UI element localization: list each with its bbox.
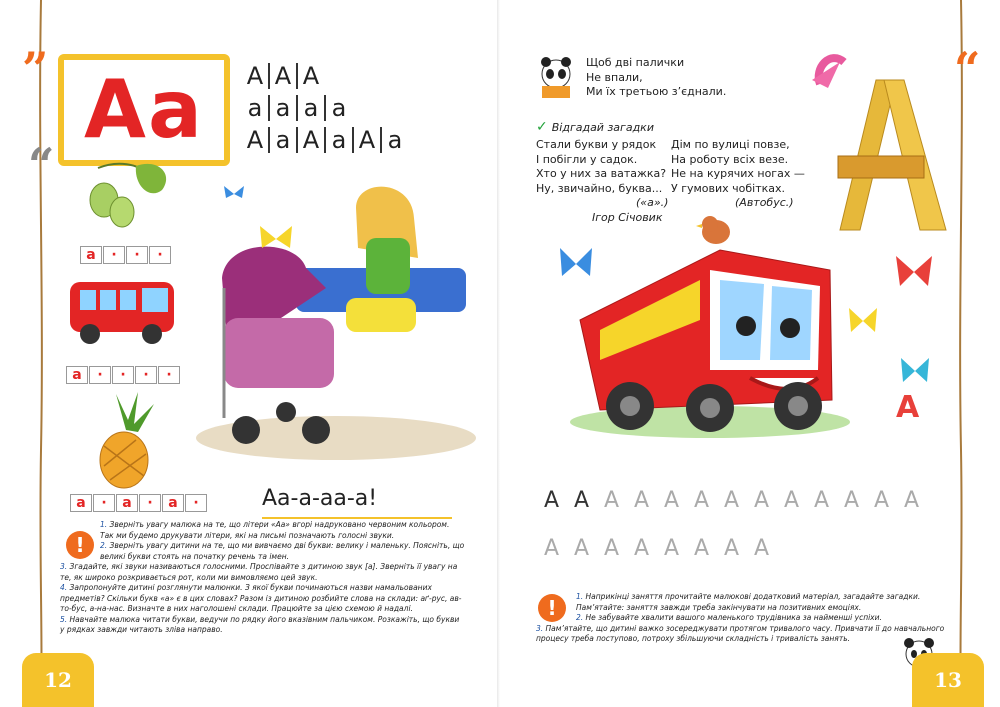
butterfly-icon xyxy=(898,354,932,388)
instruction-text: Згадайте, які звуки називаються голосними. Проспівайте з дитиною звук [а]. Зверніть її увагу на те, як широко розкривається рот, коли ми вимовляємо цей звук. xyxy=(60,562,458,582)
poem-line: На роботу всіх везе. xyxy=(671,152,789,166)
poem-line: Хто у них за ватажка? xyxy=(536,167,667,181)
letter: А xyxy=(358,126,376,154)
scheme-cell: · xyxy=(103,246,125,264)
letter: А xyxy=(274,62,292,90)
bird-icon xyxy=(696,210,736,250)
letter: а xyxy=(247,94,263,122)
scheme-cell: · xyxy=(139,494,161,512)
riddle-2 xyxy=(671,138,805,211)
alert-icon: ! xyxy=(66,531,94,559)
letter-row xyxy=(244,92,406,124)
instruction-text: Зверніть увагу малюка на те, що літери «Аа» вгорі надруковано червоним кольором. Так ми будемо друкувати літери, які на письмі позначають голосні звуки. xyxy=(100,520,450,540)
syllable-scheme xyxy=(66,366,181,384)
scheme-cell: · xyxy=(89,366,111,384)
poem-line: І побігли у садок. xyxy=(536,152,638,166)
poem-line: Не впали, xyxy=(586,70,643,84)
panda-icon xyxy=(534,56,578,100)
poem-line: Стали букви у рядок xyxy=(536,138,657,151)
instructions-left: 1. Зверніть увагу малюка на те, що літери «Аа» вгорі надруковано червоним кольором. Так ми будемо друкувати літери, які на письмі позначають голосні звуки. 2. Зверніть увагу дитини на те, що ми вивчаємо дві букви: велику і маленьку. Поясніть, що великі букви стоять на початку речень та імен. 3. Згадайте, які звуки називаються голосними. Проспівайте з дитиною звук [а]. Зверніть її увагу на те, як широко розкривається рот, коли ми вимовляємо цей звук. 4. Запропонуйте дитині розглянути малюнки. З якої букви починаються назви намальованих предметів? Скільки букв «а» є в цих словах? Разом із дитиною розбийте слова на склади: аґ-рус, ав-то-бус, а-на-нас. Визначте в них наголошені склади. Працюйте за цією схемою й надалі. 5. Навчайте малюка читати букви, ведучи по рядку його вказівним пальчиком. Розкажіть, що букви у рядках завжди читають зліва направо. xyxy=(60,520,465,634)
quote-mark-icon: “ xyxy=(954,42,981,96)
copy-letter: А xyxy=(784,488,800,513)
instructions-right: 1. Наприкінці заняття прочитайте малюкові додатковий матеріал, загадайте загадки. Пам’ятайте: заняття завжди треба закінчувати на позитивних емоціях. 2. Не забувайте хвалити вашого маленького трудівника за найменші успіхи. 3. Пам’ятайте, що дитині важко зосереджувати протягом тривалого часу. Привчати її до навчального процесу треба поступово, потроху збільшуючи складність і тривалість занять. xyxy=(536,592,945,643)
poem-line: Ми їх третьою з’єднали. xyxy=(586,85,727,99)
copy-letter: А xyxy=(814,488,830,513)
poem-line: Дім по вулиці повзе, xyxy=(671,138,790,151)
copy-letter: А xyxy=(724,536,740,561)
butterfly-icon xyxy=(222,184,246,204)
butterfly-icon xyxy=(892,250,936,294)
poem-line: У гумових чобітках. xyxy=(671,181,786,195)
letter-row xyxy=(244,60,406,92)
scheme-cell: · xyxy=(158,366,180,384)
instruction-text: Пам’ятайте, що дитині важко зосереджувати протягом тривалого часу. Привчати її до навчального процесу треба поступово, потроху збільшуючи складність і тривалість занять. xyxy=(536,623,945,643)
pineapple-image xyxy=(86,390,166,490)
copy-letter: А xyxy=(574,488,590,513)
intro-poem xyxy=(586,56,726,100)
branch-decoration xyxy=(958,0,964,707)
poem-line: Не на курячих ногах — xyxy=(671,167,805,181)
gooseberry-image xyxy=(78,160,174,232)
copy-letter: А xyxy=(664,536,680,561)
riddle-answer: («а».) xyxy=(636,196,669,210)
alert-icon: ! xyxy=(538,594,566,622)
copy-letter: А xyxy=(544,536,560,561)
scheme-cell: · xyxy=(93,494,115,512)
riddle-author: Ігор Січовик xyxy=(592,210,663,224)
letter-grid xyxy=(244,60,406,156)
bus-image xyxy=(66,276,178,348)
branch-decoration xyxy=(38,0,44,707)
letter: А xyxy=(302,126,320,154)
copy-letter: А xyxy=(754,488,770,513)
letter: А xyxy=(302,62,320,90)
scheme-cell: а xyxy=(116,494,138,512)
letter: а xyxy=(387,126,403,154)
copy-letter: А xyxy=(664,488,680,513)
quote-mark-icon: “ xyxy=(28,138,55,192)
copy-letter: А xyxy=(604,488,620,513)
instruction-text: Наприкінці заняття прочитайте малюкові додатковий матеріал, загадайте загадки. Пам’ятайте: заняття завжди треба закінчувати на позитивних емоціях. xyxy=(576,592,921,612)
letter-row xyxy=(244,124,406,156)
riddle-heading xyxy=(536,119,654,135)
scheme-cell: · xyxy=(149,246,171,264)
letter: а xyxy=(303,94,319,122)
poem-line: Щоб дві палички xyxy=(586,56,685,69)
riddle-title: Відгадай загадки xyxy=(551,120,654,134)
letter: а xyxy=(275,126,291,154)
copy-letter: А xyxy=(724,488,740,513)
copy-letter: А xyxy=(604,536,620,561)
butterfly-icon xyxy=(256,224,296,254)
scheme-cell: · xyxy=(185,494,207,512)
check-icon: ✓ xyxy=(536,119,548,135)
butterfly-icon xyxy=(846,304,880,338)
big-letter-card: Aa xyxy=(58,54,230,166)
mother-stroller-image xyxy=(186,168,486,468)
letter: А xyxy=(246,62,264,90)
instruction-text: Запропонуйте дитині розглянути малюнки. З якої букви починаються назви намальованих предметів? Скільки букв «а» є в цих словах? Разом із дитиною розбийте слова на склади: аґ-рус, ав-то-бус, а-на-нас. Визначте в них наголошені склади. Працюйте за цією схемою й надалі. xyxy=(60,583,462,613)
instruction-text: Зверніть увагу дитини на те, що ми вивчаємо дві букви: велику і маленьку. Поясніть, що великі букви стоять на початку речень та імен. xyxy=(100,541,465,561)
copy-letter: А xyxy=(874,488,890,513)
letter: а xyxy=(275,94,291,122)
page-number: 12 xyxy=(22,653,94,707)
copy-letter: А xyxy=(574,536,590,561)
letter: а xyxy=(331,126,347,154)
small-letter-a-decoration: A xyxy=(896,390,920,425)
letter: А xyxy=(246,126,264,154)
copy-letter: А xyxy=(904,488,920,513)
scheme-cell: а xyxy=(80,246,102,264)
copy-letter: А xyxy=(634,488,650,513)
scheme-cell: а xyxy=(162,494,184,512)
instruction-text: Не забувайте хвалити вашого маленького трудівника за найменші успіхи. xyxy=(585,613,882,622)
syllable-scheme xyxy=(70,494,208,512)
copy-letter: А xyxy=(634,536,650,561)
scheme-cell: · xyxy=(112,366,134,384)
copy-letter: А xyxy=(694,488,710,513)
scheme-cell: а xyxy=(66,366,88,384)
shout-text: Аа-а-аа-а! xyxy=(262,486,378,511)
syllable-scheme xyxy=(80,246,172,264)
divider xyxy=(262,517,452,519)
copy-letter: А xyxy=(754,536,770,561)
page-number: 13 xyxy=(912,653,984,707)
quote-mark-icon: ” xyxy=(22,42,49,96)
instruction-text: Навчайте малюка читати букви, ведучи по рядку його вказівним пальчиком. Розкажіть, що букви у рядках завжди читають зліва направо. xyxy=(60,614,460,634)
poem-line: Ну, звичайно, буква... xyxy=(536,181,663,195)
scheme-cell: · xyxy=(126,246,148,264)
scheme-cell: · xyxy=(135,366,157,384)
scheme-cell: а xyxy=(70,494,92,512)
copy-letter: А xyxy=(844,488,860,513)
right-page xyxy=(500,0,1000,707)
letter: а xyxy=(331,94,347,122)
riddle-answer: (Автобус.) xyxy=(735,196,794,210)
copy-letter: А xyxy=(694,536,710,561)
copy-letter: А xyxy=(544,488,560,513)
